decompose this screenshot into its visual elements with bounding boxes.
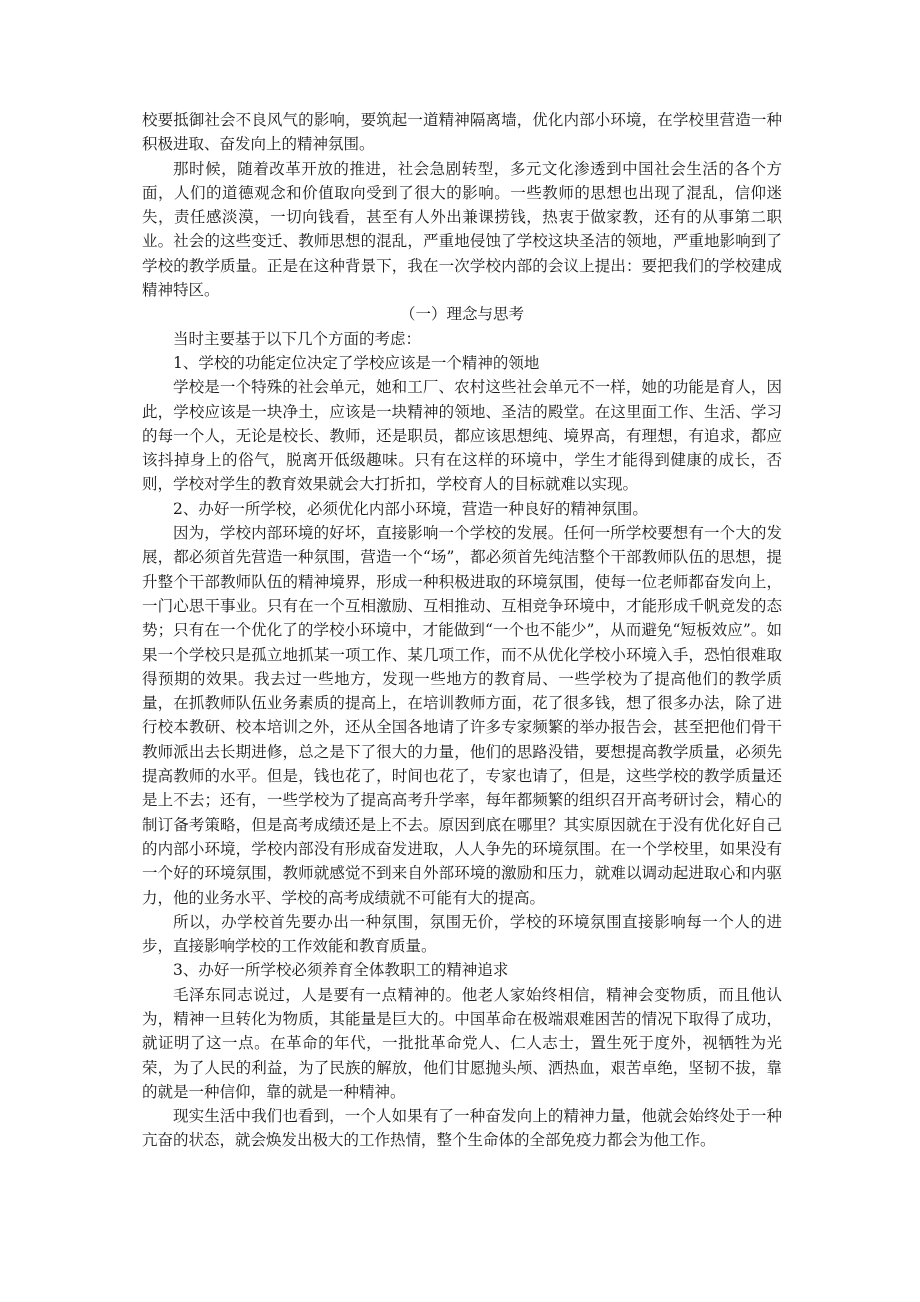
paragraph-intro: 当时主要基于以下几个方面的考虑： <box>173 329 422 348</box>
document-page <box>142 108 782 1153</box>
paragraph-spirit: 毛泽东同志说过，人是要有一点精神的。他老人家始终相信，精神会变物质，而且他认为，精神一旦转化为物质，其能量是巨大的。中国革命在极端艰难困苦的情况下取得了成功，就证明了这一点。在革命的年代，一批批革命党人、仁人志士，置生死于度外，视牺牲为光荣，为了人民的利益，为了民族的解放，他们甘愿抛头颅、洒热血，艰苦卓绝，坚韧不拔，靠的就是一种信仰，靠的就是一种精神。 <box>142 985 782 1101</box>
subheading-3: 3、办好一所学校必须养育全体教职工的精神追求 <box>173 961 509 980</box>
subheading-2: 2、办好一所学校，必须优化内部小环境，营造一种良好的精神氛围。 <box>173 499 648 518</box>
section-heading: （一）理念与思考 <box>399 305 524 324</box>
paragraph-environment: 因为，学校内部环境的好坏，直接影响一个学校的发展。任何一所学校要想有一个大的发展，都必须首先营造一种氛围，营造一个“场”，都必须首先纯洁整个干部教师队伍的思想，提升整个干部教师队伍的精神境界，形成一种积极进取的环境氛围，使每一位老师都奋发向上，一门心思干事业。只有在一个互相激励、互相推动、互相竞争环境中，才能形成千帆竞发的态势；只有在一个优化了的学校小环境中，才能做到“一个也不能少”，从而避免“短板效应”。如果一个学校只是孤立地抓某一项工作、某几项工作，而不从优化学校小环境入手，恐怕很难取得预期的效果。我去过一些地方，发现一些地方的教育局、一些学校为了提高他们的教学质量，在抓教师队伍业务素质的提高上，在培训教师方面，花了很多钱，想了很多办法，除了进行校本教研、校本培训之外，还从全国各地请了许多专家频繁的举办报告会，甚至把他们骨干教师派出去长期进修，总之是下了很大的力量，他们的思路没错，要想提高教学质量，必须先提高教师的水平。但是，钱也花了，时间也花了，专家也请了，但是，这些学校的教学质量还是上不去；还有，一些学校为了提高高考升学率，每年都频繁的组织召开高考研讨会，精心的制订备考策略，但是高考成绩还是上不去。原因到底在哪里？其实原因就在于没有优化好自己的内部小环境，学校内部没有形成奋发进取，人人争先的环境氛围。在一个学校里，如果没有一个好的环境氛围，教师就感觉不到来自外部环境的激励和压力，就难以调动起进取心和内驱力，他的业务水平、学校的高考成绩就不可能有大的提高。 <box>142 524 782 907</box>
paragraph-school-function: 学校是一个特殊的社会单元，她和工厂、农村这些社会单元不一样，她的功能是育人，因此，学校应该是一块净土，应该是一块精神的领地、圣洁的殿堂。在这里面工作、生活、学习的每一个人，无论是校长、教师，还是职员，都应该思想纯、境界高，有理想，有追求，都应该抖掉身上的俗气，脱离开低级趣味。只有在这样的环境中，学生才能得到健康的成长，否则，学校对学生的教育效果就会大打折扣，学校育人的目标就难以实现。 <box>142 378 782 494</box>
paragraph-continuation: 校要抵御社会不良风气的影响，要筑起一道精神隔离墙，优化内部小环境，在学校里营造一种积极进取、奋发向上的精神氛围。 <box>142 111 782 154</box>
paragraph-reality: 现实生活中我们也看到，一个人如果有了一种奋发向上的精神力量，他就会始终处于一种亢奋的状态，就会焕发出极大的工作热情，整个生命体的全部免疫力都会为他工作。 <box>142 1107 782 1150</box>
subheading-1: 1、学校的功能定位决定了学校应该是一个精神的领地 <box>173 353 540 372</box>
paragraph-atmosphere: 所以，办学校首先要办出一种氛围，氛围无价，学校的环境氛围直接影响每一个人的进步，直接影响学校的工作效能和教育质量。 <box>142 912 782 956</box>
paragraph-background: 那时候，随着改革开放的推进，社会急剧转型，多元文化渗透到中国社会生活的各个方面，人们的道德观念和价值取向受到了很大的影响。一些教师的思想也出现了混乱，信仰迷失，责任感淡漠，一切向钱看，甚至有人外出兼课捞钱，热衷于做家教，还有的从事第二职业。社会的这些变迁、教师思想的混乱，严重地侵蚀了学校这块圣洁的领地，严重地影响到了学校的教学质量。正是在这种背景下，我在一次学校内部的会议上提出：要把我们的学校建成精神特区。 <box>142 159 782 300</box>
